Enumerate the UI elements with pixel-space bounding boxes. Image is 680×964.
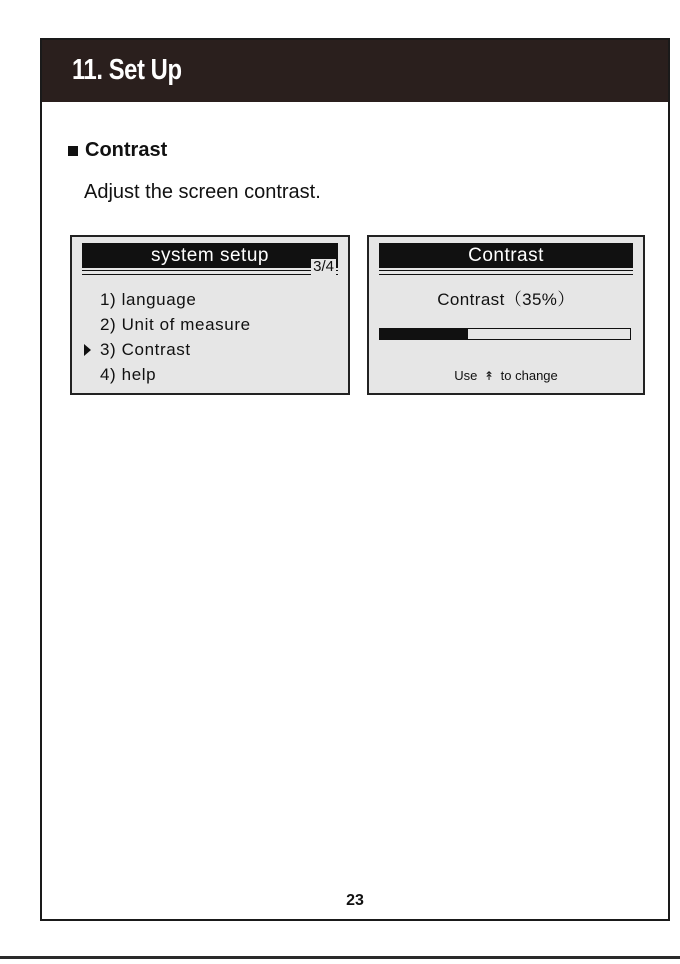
menu-list: [84, 287, 251, 387]
hint-suffix: to change: [500, 368, 558, 383]
hint-prefix: Use: [454, 368, 478, 383]
contrast-screen: [367, 235, 645, 395]
page-indicator: 3/4: [313, 258, 334, 275]
menu-item-unit-of-measure[interactable]: [84, 312, 251, 337]
section-title: 11. Set Up: [72, 54, 182, 86]
title-rule: [379, 270, 633, 275]
system-setup-screen: [70, 235, 350, 395]
header-band: [42, 40, 668, 102]
bullet-square-icon: [68, 146, 78, 156]
description: Adjust the screen contrast.: [84, 181, 321, 203]
contrast-readout: Contrast（35%）: [437, 290, 575, 309]
menu-item-label: 2) Unit of measure: [100, 315, 251, 334]
page-number: 23: [346, 892, 364, 909]
menu-item-label: 3) Contrast: [100, 340, 191, 359]
screen-title: system setup: [82, 243, 338, 268]
screen-title: Contrast: [379, 243, 633, 268]
menu-item-language[interactable]: [84, 287, 251, 312]
menu-item-contrast[interactable]: [84, 337, 251, 362]
subheading-text: Contrast: [85, 139, 168, 161]
menu-item-label: 4) help: [100, 365, 157, 384]
selection-arrow-icon: [84, 344, 91, 356]
double-up-arrow-icon: ↟: [483, 369, 495, 383]
menu-item-label: 1) language: [100, 290, 197, 309]
contrast-level-bar[interactable]: [379, 328, 631, 340]
manual-page: [40, 38, 670, 921]
hint-text: [369, 368, 643, 383]
title-rule: [82, 270, 338, 275]
bottom-rule: [0, 956, 680, 959]
menu-item-help[interactable]: [84, 362, 251, 387]
contrast-level-fill: [380, 329, 468, 339]
subheading: [68, 139, 167, 162]
